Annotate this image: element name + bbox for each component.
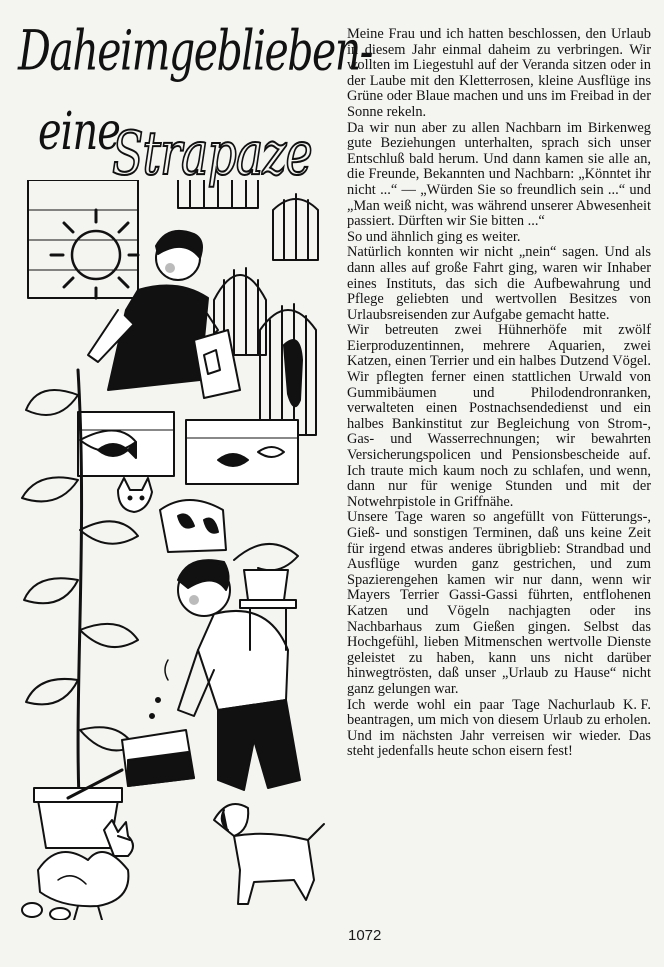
- article-paragraph: Natürlich konnten wir nicht „nein“ sagen. Und als dann alles auf große Fahrt ging, waren wir Inhaber eines Instituts, das sich die Aufbewahrung und Pflege geliebten und wertvollen Besitzes von Urlaubsreisenden zur Aufgabe gemacht hatte.: [347, 244, 651, 323]
- article-paragraph: So und ähnlich ging es weiter.: [347, 228, 521, 245]
- article-body: [347, 27, 651, 760]
- headline-line-2: eine: [38, 102, 120, 162]
- cartoon-illustration: [18, 180, 334, 920]
- author-initials: K. F.: [622, 696, 651, 713]
- headline: [16, 14, 372, 189]
- aquarium-icon: [78, 412, 298, 484]
- article-paragraph: Meine Frau und ich hatten beschlossen, den Urlaub in diesem Jahr einmal daheim zu verbringen. Wir wollten im Liegestuhl auf der Veranda sitzen oder in der Laube mit den Kletterrosen, kleine Ausflüge ins Grüne oder Blaue machen und uns im Freibad in der Sonne rekeln.: [347, 26, 651, 120]
- page-number: 1072: [348, 927, 382, 944]
- dog-icon: [214, 804, 324, 904]
- article-paragraph-text: Ich werde wohl ein paar Tage Nachurlaub beantragen, um mich von diesem Urlaub zu erholen. Und im nächsten Jahr verreisen wir wieder. Das steht jedenfalls heute schon eisern fest!: [347, 696, 651, 760]
- article-final-paragraph: [347, 698, 651, 760]
- sun-window-icon: [28, 180, 138, 298]
- article-paragraph: Wir betreuten zwei Hühnerhöfe mit zwölf Eierproduzentinnen, mehrere Aquarien, zwei Katzen, einen Terrier und ein halbes Dutzend Vögel. Wir pflegten ferner einen stattlichen Urwald von Gummibäumen und Philodendronranken, verwalteten einen Postnachsendedienst und ein halbes Bankinstitut zur Begleichung von Strom-, Gas- und Wasserrechnungen; wir bewahrten Versicherungspolicen und Pensionsbescheide auf. Ich traute mich kaum noch zu schlafen, und wenn, dann nur für wenige Stunden und mit der Notwehrpistole in Griffnähe.: [347, 322, 651, 510]
- watering-can-icon: [68, 730, 194, 798]
- article-paragraph: Da wir nun aber zu allen Nachbarn im Birkenweg gute Beziehungen unterhalten, sprach sich unser Entschluß bald herum. Und dann kamen sie alle an, die Freunde, Bekannten und Nachbarn: „Könntet ihr nicht ...“ — „Würden Sie so freundlich sein ...“ und „Man weiß nicht, was während unserer Abwesenheit passiert. Dürften wir Sie bitten ...“: [347, 119, 651, 230]
- headline-line-3: Strapaze: [112, 118, 312, 189]
- cat-icon: [118, 478, 226, 552]
- article-paragraph: Unsere Tage waren so angefüllt von Fütterungs-, Gieß- und sonstigen Terminen, daß uns keine Zeit für irgend etwas anderes übrigblieb: Strandbad und Ausflüge wurden ganz gestrichen, und zum Spazierengehen kamen wir nur dann, wenn wir Mayers Terrier Gassi-Gassi führten, entflohenen Katzen und Vögeln nachjagten oder ins Nachbarhaus zum Gießen gingen. Selbst das Hochgefühl, lieben Mitmenschen wertvolle Dienste geleistet zu haben, kann uns nicht darüber hinwegtrösten, daß unser „Urlaub zu Hause“ nicht ganz gelungen war.: [347, 509, 651, 697]
- headline-line-1: Daheimgeblieben-: [18, 18, 372, 83]
